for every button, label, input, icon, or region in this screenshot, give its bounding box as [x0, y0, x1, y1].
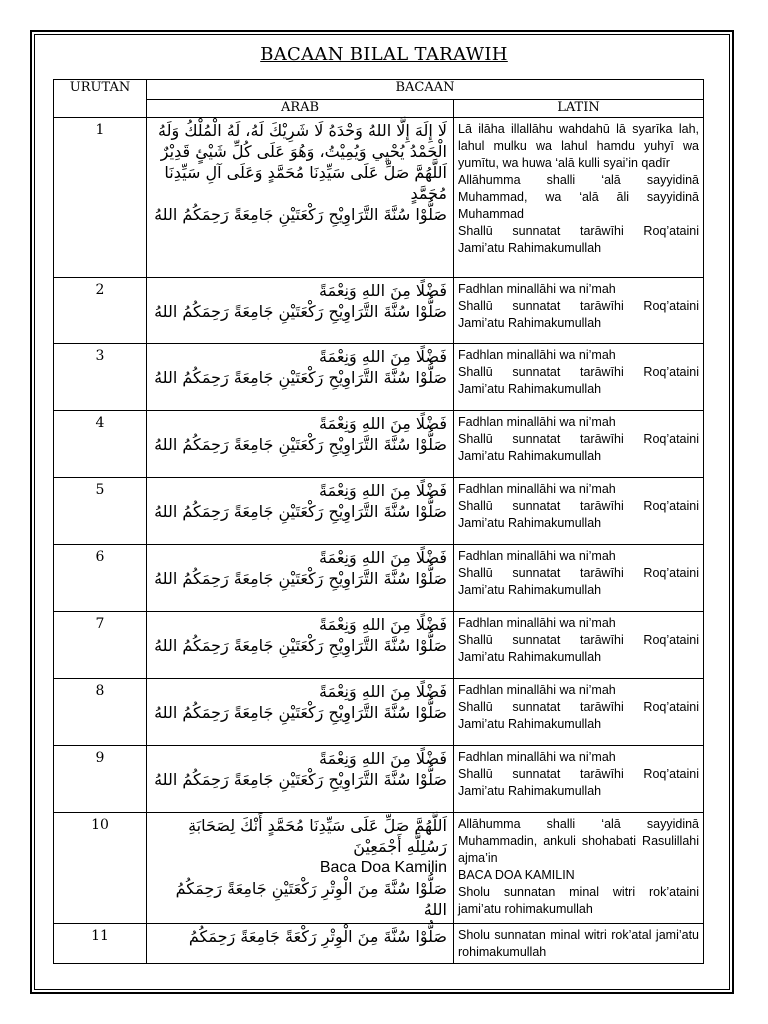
row-number: 7: [54, 612, 147, 679]
arabic-line: اَللَّهُمَّ صَلِّ عَلَى سَيِّدِنَا مُحَمَّدٍ أَنْكَ لِصَحَابَةِ رَسُلِلَّهِ أَجْمَعِيْنَ: [188, 816, 447, 856]
header-bacaan: BACAAN: [147, 80, 704, 100]
bacaan-table: [53, 79, 704, 964]
latin-line: Fadhlan minallāhi wa ni’mah: [458, 750, 616, 764]
arabic-line: فَضْلًا مِنَ اللهِ وَنِعْمَةً: [319, 481, 447, 500]
table-row: [54, 411, 704, 478]
arabic-text-cell: [147, 278, 454, 344]
arabic-line: صَلُّوْا سُنَّةَ التَّرَاوِيْحِ رَكْعَتَيْنِ جَامِعَةً رَحِمَكُمُ اللهُ: [154, 302, 447, 321]
arabic-line: فَضْلًا مِنَ اللهِ وَنِعْمَةً: [319, 749, 447, 768]
arabic-text-cell: [147, 118, 454, 278]
arabic-text-cell: [147, 924, 454, 964]
arabic-text-cell: [147, 478, 454, 545]
arabic-line: صَلُّوْا سُنَّةَ التَّرَاوِيْحِ رَكْعَتَيْنِ جَامِعَةً رَحِمَكُمُ اللهُ: [154, 368, 447, 387]
latin-line: BACA DOA KAMILIN: [458, 868, 575, 882]
latin-line: Fadhlan minallāhi wa ni’mah: [458, 549, 616, 563]
arabic-line: صَلُّوْا سُنَّةَ التَّرَاوِيْحِ رَكْعَتَيْنِ جَامِعَةً رَحِمَكُمُ اللهُ: [154, 502, 447, 521]
latin-text-cell: [454, 411, 704, 478]
row-number: 9: [54, 746, 147, 813]
arabic-line: صَلُّوْا سُنَّةَ مِنَ الْوِتْرِ رَكْعَةً جَامِعَةً رَحِمَكُمُ: [188, 927, 447, 946]
arabic-line: فَضْلًا مِنَ اللهِ وَنِعْمَةً: [319, 414, 447, 433]
arabic-line: Baca Doa Kamilin: [319, 859, 447, 876]
arabic-line: صَلُّوْا سُنَّةَ التَّرَاوِيْحِ رَكْعَتَيْنِ جَامِعَةً رَحِمَكُمُ اللهُ: [154, 703, 447, 722]
latin-line: Shallū sunnatat tarāwīhi Roq’ataini Jami’atu Rahimakumullah: [458, 633, 700, 664]
latin-text-cell: [454, 924, 704, 964]
latin-line: Fadhlan minallāhi wa ni’mah: [458, 683, 616, 697]
latin-line: Lā ilāha illallāhu wahdahū lā syarīka lah, lahul mulku wa lahul hamdu yuhyī wa yumītu, wa huwa ‘alā kulli syai’in qadīr: [458, 122, 700, 170]
row-number: 10: [54, 813, 147, 924]
latin-line: Shallū sunnatat tarāwīhi Roq’ataini Jami’atu Rahimakumullah: [458, 224, 700, 255]
latin-line: Allāhumma shalli ‘alā sayyidinā Muhammad, wa ‘alā āli sayyidinā Muhammad: [458, 173, 700, 221]
arabic-line: فَضْلًا مِنَ اللهِ وَنِعْمَةً: [319, 615, 447, 634]
header-urutan: URUTAN: [54, 80, 147, 118]
latin-line: Fadhlan minallāhi wa ni’mah: [458, 282, 616, 296]
arabic-line: فَضْلًا مِنَ اللهِ وَنِعْمَةً: [319, 281, 447, 300]
latin-line: Shallū sunnatat tarāwīhi Roq’ataini Jami’atu Rahimakumullah: [458, 299, 700, 330]
table-row: [54, 746, 704, 813]
arabic-line: صَلُّوْا سُنَّةَ التَّرَاوِيْحِ رَكْعَتَيْنِ جَامِعَةً رَحِمَكُمُ اللهُ: [154, 636, 447, 655]
table-row: [54, 344, 704, 411]
latin-line: Fadhlan minallāhi wa ni’mah: [458, 415, 616, 429]
table-row: [54, 545, 704, 612]
arabic-text-cell: [147, 545, 454, 612]
row-number: 1: [54, 118, 147, 278]
latin-line: Fadhlan minallāhi wa ni’mah: [458, 482, 616, 496]
latin-text-cell: [454, 344, 704, 411]
latin-text-cell: [454, 478, 704, 545]
arabic-text-cell: [147, 344, 454, 411]
latin-line: Shallū sunnatat tarāwīhi Roq’ataini Jami’atu Rahimakumullah: [458, 566, 700, 597]
table-row: [54, 612, 704, 679]
arabic-line: اَللَّهُمَّ صَلِّ عَلَى سَيِّدِنَا مُحَمَّدٍ وَعَلَى آلِ سَيِّدِنَا مُحَمَّدٍ: [164, 163, 447, 203]
row-number: 6: [54, 545, 147, 612]
table-row: [54, 679, 704, 746]
arabic-line: صَلُّوْا سُنَّةَ التَّرَاوِيْحِ رَكْعَتَيْنِ جَامِعَةً رَحِمَكُمُ اللهُ: [154, 770, 447, 789]
latin-line: Sholu sunnatan minal witri rok’ataini jami’atu rohimakumullah: [458, 885, 700, 916]
header-latin: LATIN: [454, 100, 704, 118]
row-number: 8: [54, 679, 147, 746]
latin-text-cell: [454, 545, 704, 612]
latin-line: Shallū sunnatat tarāwīhi Roq’ataini Jami’atu Rahimakumullah: [458, 499, 700, 530]
arabic-line: فَضْلًا مِنَ اللهِ وَنِعْمَةً: [319, 682, 447, 701]
latin-text-cell: [454, 746, 704, 813]
arabic-line: صَلُّوْا سُنَّةَ التَّرَاوِيْحِ رَكْعَتَيْنِ جَامِعَةً رَحِمَكُمُ اللهُ: [154, 205, 447, 224]
latin-text-cell: [454, 813, 704, 924]
document-title: BACAAN BILAL TARAWIH: [260, 44, 508, 65]
latin-line: Fadhlan minallāhi wa ni’mah: [458, 348, 616, 362]
row-number: 4: [54, 411, 147, 478]
latin-text-cell: [454, 118, 704, 278]
arabic-text-cell: [147, 411, 454, 478]
arabic-line: فَضْلًا مِنَ اللهِ وَنِعْمَةً: [319, 347, 447, 366]
latin-text-cell: [454, 679, 704, 746]
table-row: [54, 118, 704, 278]
latin-text-cell: [454, 278, 704, 344]
arabic-text-cell: [147, 679, 454, 746]
header-row-main: [54, 80, 704, 100]
table-row: [54, 478, 704, 545]
latin-line: Shallū sunnatat tarāwīhi Roq’ataini Jami’atu Rahimakumullah: [458, 432, 700, 463]
arabic-text-cell: [147, 612, 454, 679]
arabic-text-cell: [147, 746, 454, 813]
header-arab: ARAB: [147, 100, 454, 118]
arabic-line: صَلُّوْا سُنَّةَ التَّرَاوِيْحِ رَكْعَتَيْنِ جَامِعَةً رَحِمَكُمُ اللهُ: [154, 435, 447, 454]
arabic-line: لَا إِلَهَ إِلَّا اللهُ وَحْدَهُ لَا شَرِيْكَ لَهُ، لَهُ الْمُلْكُ وَلَهُ: [158, 121, 447, 140]
table-row: [54, 924, 704, 964]
latin-line: Shallū sunnatat tarāwīhi Roq’ataini Jami’atu Rahimakumullah: [458, 365, 700, 396]
arabic-line: صَلُّوْا سُنَّةَ التَّرَاوِيْحِ رَكْعَتَيْنِ جَامِعَةً رَحِمَكُمُ اللهُ: [154, 569, 447, 588]
row-number: 11: [54, 924, 147, 964]
arabic-text-cell: [147, 813, 454, 924]
header-row-sub: [54, 100, 704, 118]
row-number: 3: [54, 344, 147, 411]
latin-line: Fadhlan minallāhi wa ni’mah: [458, 616, 616, 630]
row-number: 2: [54, 278, 147, 344]
latin-line: Shallū sunnatat tarāwīhi Roq’ataini Jami’atu Rahimakumullah: [458, 767, 700, 798]
row-number: 5: [54, 478, 147, 545]
latin-line: Allāhumma shalli ‘alā sayyidinā Muhammadin, ankuli shohabati Rasulillahi ajma’in: [458, 817, 700, 865]
arabic-line: صَلُّوْا سُنَّةَ مِنَ الْوِتْرِ رَكْعَتَيْنِ جَامِعَةً رَحِمَكُمُ اللهُ: [175, 879, 447, 919]
table-row: [54, 813, 704, 924]
arabic-line: الْحَمْدُ يُحْيِي وَيُمِيْتُ، وَهُوَ عَلَى كُلِّ شَيْئٍ قَدِيْرٌ: [160, 142, 447, 161]
table-row: [54, 278, 704, 344]
arabic-line: فَضْلًا مِنَ اللهِ وَنِعْمَةً: [319, 548, 447, 567]
latin-line: Shallū sunnatat tarāwīhi Roq’ataini Jami’atu Rahimakumullah: [458, 700, 700, 731]
latin-text-cell: [454, 612, 704, 679]
latin-line: Sholu sunnatan minal witri rok’atal jami’atu rohimakumullah: [458, 928, 700, 959]
